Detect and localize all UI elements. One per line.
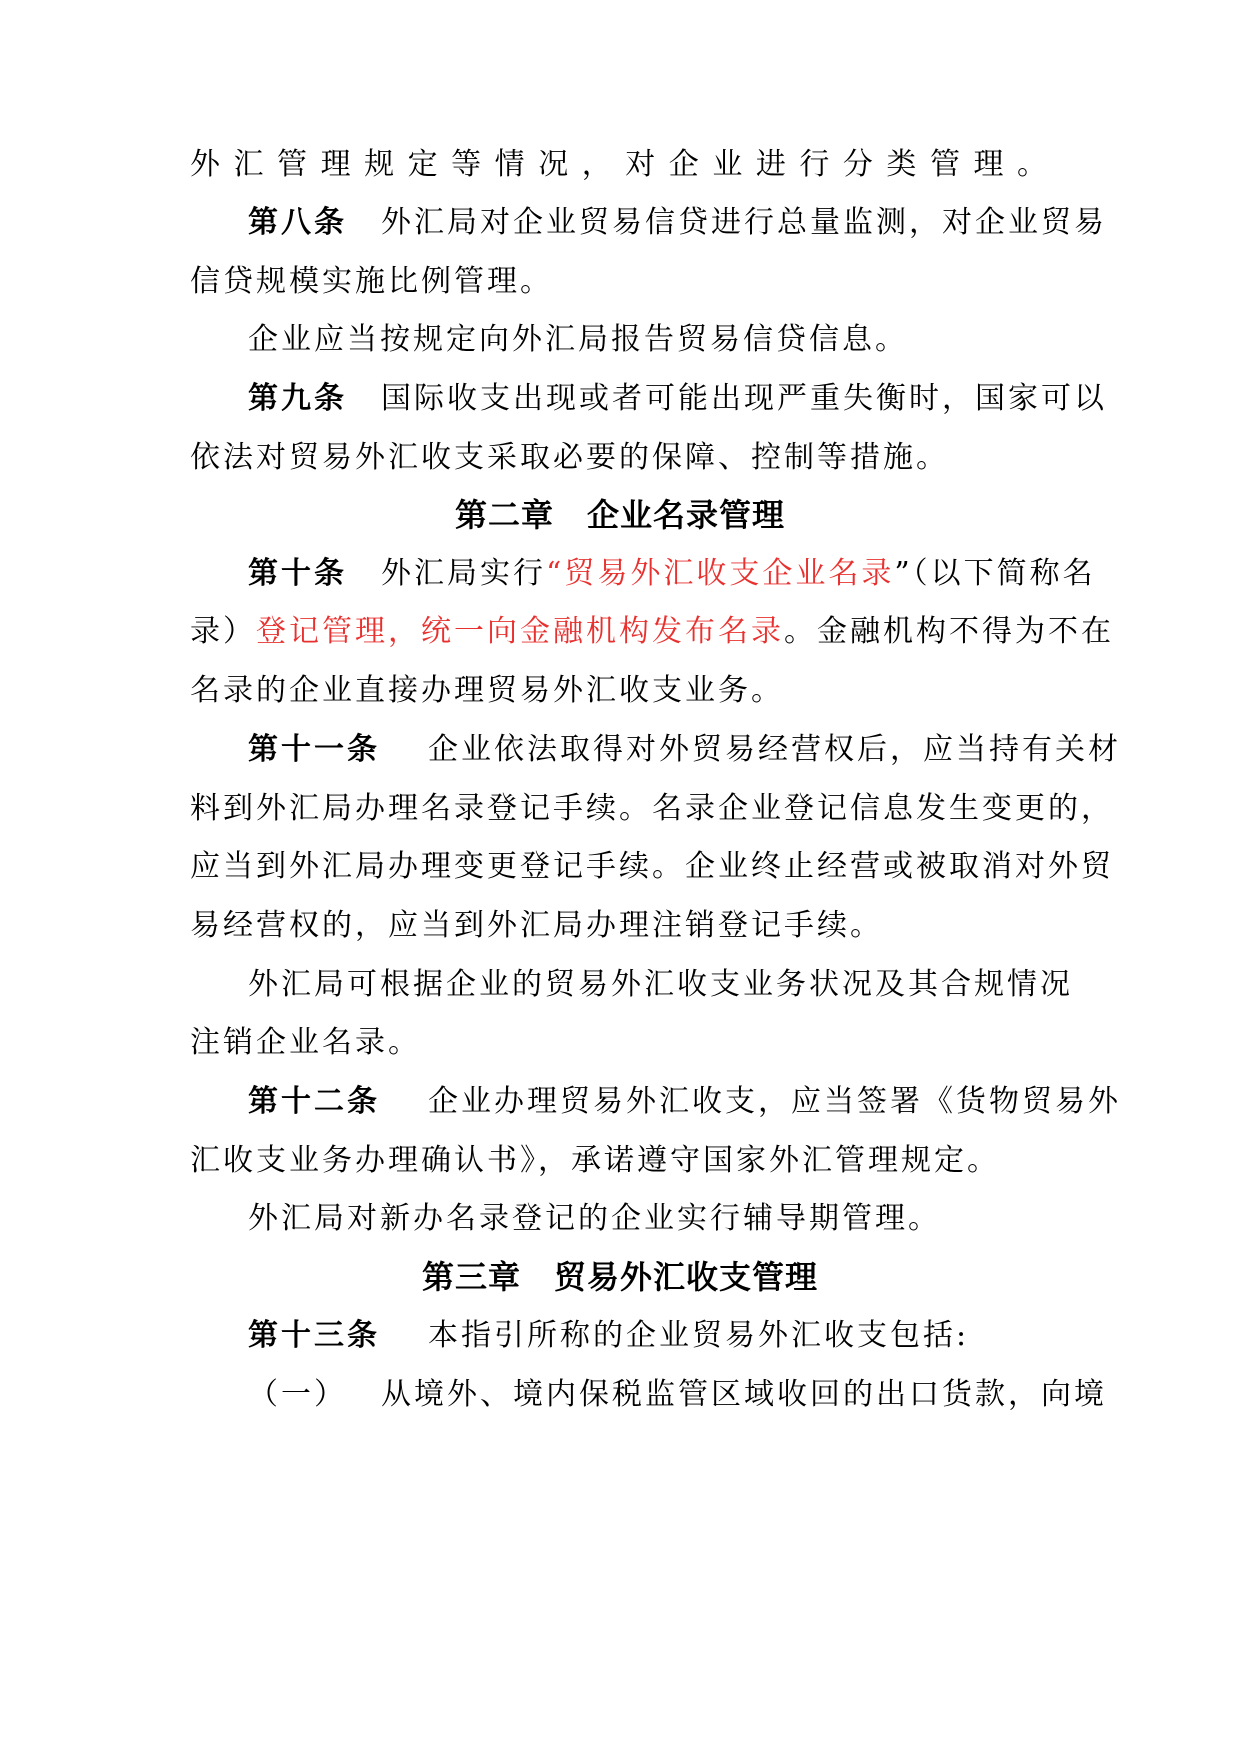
article-12-line-1 xyxy=(248,1082,1121,1122)
highlighted-text: 登记管理，统一向金融机构发布名录 xyxy=(256,614,784,649)
article-11-line-2 xyxy=(190,789,1114,829)
article-8-line-1 xyxy=(248,203,1107,243)
text-span: 企业应当按规定向外汇局报告贸易信贷信息。 xyxy=(248,322,908,357)
item-label: （一） xyxy=(248,1377,347,1412)
text-span: 注销企业名录。 xyxy=(190,1025,421,1060)
text-span: 。金融机构不得为不在 xyxy=(784,614,1114,649)
article-11-line-1 xyxy=(248,730,1121,770)
text-span: 从境外、境内保税监管区域收回的出口货款，向境 xyxy=(381,1377,1107,1412)
chapter-3-heading: 第三章 贸易外汇收支管理 xyxy=(421,1258,818,1296)
article-9-line-1 xyxy=(248,379,1107,419)
text-span: 依法对贸易外汇收支采取必要的保障、控制等措施。 xyxy=(190,440,949,475)
article-13-line-1 xyxy=(248,1316,1050,1356)
article-11-line-4 xyxy=(190,906,1050,946)
text-span: 易经营权的，应当到外汇局办理注销登记手续。 xyxy=(190,908,883,943)
article-title: 第十三条 xyxy=(248,1318,380,1353)
text-span: 企业办理贸易外汇收支，应当签署《货物贸易外 xyxy=(428,1084,1121,1119)
paragraph-line xyxy=(190,145,1050,185)
article-10-line-3 xyxy=(190,671,1050,711)
article-11-paragraph-2-line-2 xyxy=(190,1023,1050,1063)
text-span: 外汇管理规定等情况，对企业进行分类管理。 xyxy=(190,147,1050,182)
text-span: 外汇局实行 xyxy=(381,556,546,591)
highlighted-text: “贸易外汇收支企业名录 xyxy=(546,556,895,591)
article-12-paragraph-2 xyxy=(248,1199,1050,1239)
text-span: 本指引所称的企业贸易外汇收支包括: xyxy=(428,1318,970,1353)
article-title: 第八条 xyxy=(248,205,347,240)
text-span: ”（以下简称名 xyxy=(894,556,1096,591)
article-title: 第十二条 xyxy=(248,1084,380,1119)
text-span: 外汇局可根据企业的贸易外汇收支业务状况及其合规情况 xyxy=(248,967,1073,1002)
chapter-2-heading: 第二章 企业名录管理 xyxy=(454,496,785,534)
article-8-paragraph-2 xyxy=(248,320,1050,360)
article-8-line-2 xyxy=(190,262,1050,302)
article-title: 第九条 xyxy=(248,381,347,416)
text-span: 外汇局对企业贸易信贷进行总量监测，对企业贸易 xyxy=(381,205,1107,240)
article-13-item-1 xyxy=(248,1375,1107,1415)
article-9-line-2 xyxy=(190,438,1050,478)
article-title: 第十条 xyxy=(248,556,347,591)
text-span: 应当到外汇局办理变更登记手续。企业终止经营或被取消对外贸 xyxy=(190,849,1114,884)
text-span: 料到外汇局办理名录登记手续。名录企业登记信息发生变更的， xyxy=(190,791,1114,826)
text-span: 信贷规模实施比例管理。 xyxy=(190,264,553,299)
text-span: 外汇局对新办名录登记的企业实行辅导期管理。 xyxy=(248,1201,941,1236)
text-span: 国际收支出现或者可能出现严重失衡时，国家可以 xyxy=(381,381,1107,416)
article-12-line-2 xyxy=(190,1141,1050,1181)
article-10-line-2 xyxy=(190,612,1114,652)
text-span: 企业依法取得对外贸易经营权后，应当持有关材 xyxy=(428,732,1121,767)
text-span: 名录的企业直接办理贸易外汇收支业务。 xyxy=(190,673,784,708)
article-10-line-1 xyxy=(248,554,1096,594)
article-title: 第十一条 xyxy=(248,732,380,767)
article-11-paragraph-2-line-1 xyxy=(248,965,1073,1005)
text-span: 汇收支业务办理确认书》，承诺遵守国家外汇管理规定。 xyxy=(190,1143,1000,1178)
text-span: 录） xyxy=(190,614,256,649)
article-11-line-3 xyxy=(190,847,1114,887)
